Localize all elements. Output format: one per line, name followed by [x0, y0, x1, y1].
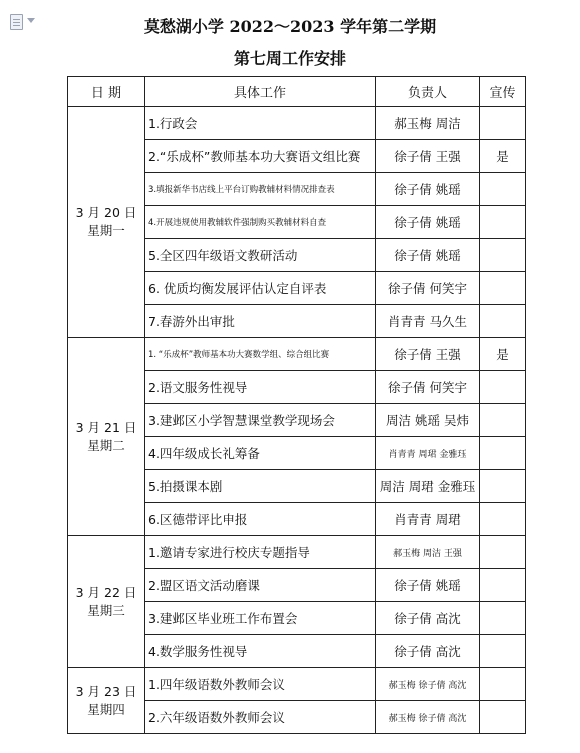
date-label: 3 月 22 日 — [75, 584, 137, 600]
publicity-cell — [480, 206, 526, 239]
publicity-cell — [480, 701, 526, 734]
work-cell: 4.开展违规使用教辅软件强制购买教辅材料自查 — [145, 206, 376, 239]
work-cell: 3.建邺区小学智慧课堂教学现场会 — [145, 404, 376, 437]
person-cell: 郝玉梅 徐子倩 高沈 — [376, 668, 480, 701]
publicity-cell — [480, 107, 526, 140]
table-row — [68, 536, 526, 569]
person-cell: 郝玉梅 周洁 — [376, 107, 480, 140]
page-subtitle: 第七周工作安排 — [233, 49, 346, 68]
date-label: 3 月 23 日 — [75, 683, 137, 699]
work-cell: 3.填报新华书店线上平台订购教辅材料情况排查表 — [145, 173, 376, 206]
person-cell: 肖青青 周珺 金雅珏 — [376, 437, 480, 470]
header-date: 日 期 — [68, 77, 145, 107]
header-work: 具体工作 — [145, 77, 376, 107]
work-cell: 5.全区四年级语文教研活动 — [145, 239, 376, 272]
publicity-cell — [480, 635, 526, 668]
publicity-cell — [480, 503, 526, 536]
person-cell: 肖青青 周珺 — [376, 503, 480, 536]
date-cell — [68, 107, 145, 338]
date-label: 3 月 20 日 — [75, 205, 137, 220]
schedule-table — [67, 76, 526, 734]
person-cell: 徐子倩 高沈 — [376, 602, 480, 635]
work-cell: 2.“乐成杯”教师基本功大赛语文组比赛 — [145, 140, 376, 173]
page-title: 莫愁湖小学 2022～2023 学年第二学期 — [143, 17, 437, 36]
person-cell: 周洁 周珺 金雅珏 — [376, 470, 480, 503]
publicity-cell — [480, 536, 526, 569]
person-cell: 肖青青 马久生 — [376, 305, 480, 338]
publicity-cell — [480, 668, 526, 701]
date-cell — [68, 338, 145, 536]
person-cell: 郝玉梅 周洁 王强 — [376, 536, 480, 569]
header-publicity: 宣传 — [480, 77, 526, 107]
work-cell: 1.行政会 — [145, 107, 376, 140]
work-cell: 3.建邺区毕业班工作布置会 — [145, 602, 376, 635]
person-cell: 郝玉梅 徐子倩 高沈 — [376, 701, 480, 734]
person-cell: 徐子倩 姚瑶 — [376, 206, 480, 239]
work-cell: 2.六年级语数外教师会议 — [145, 701, 376, 734]
publicity-cell — [480, 173, 526, 206]
person-cell: 徐子倩 王强 — [376, 140, 480, 173]
publicity-cell — [480, 437, 526, 470]
publicity-cell — [480, 272, 526, 305]
person-cell: 周洁 姚瑶 吴炜 — [376, 404, 480, 437]
work-cell: 2.盟区语文活动磨课 — [145, 569, 376, 602]
table-row — [68, 668, 526, 701]
work-cell: 6. 优质均衡发展评估认定自评表 — [145, 272, 376, 305]
work-cell: 2.语文服务性视导 — [145, 371, 376, 404]
work-cell: 4.四年级成长礼筹备 — [145, 437, 376, 470]
publicity-cell — [480, 602, 526, 635]
publicity-cell — [480, 371, 526, 404]
person-cell: 徐子倩 高沈 — [376, 635, 480, 668]
weekday-label: 星期一 — [87, 223, 125, 238]
header-person: 负责人 — [376, 77, 480, 107]
weekday-label: 星期四 — [87, 701, 125, 717]
work-cell: 1.邀请专家进行校庆专题指导 — [145, 536, 376, 569]
work-cell: 5.拍摄课本剧 — [145, 470, 376, 503]
weekday-label: 星期二 — [87, 437, 125, 453]
person-cell: 徐子倩 姚瑶 — [376, 569, 480, 602]
publicity-cell: 是 — [480, 338, 526, 371]
publicity-cell — [480, 404, 526, 437]
publicity-cell: 是 — [480, 140, 526, 173]
table-row — [68, 338, 526, 371]
person-cell: 徐子倩 何笑宇 — [376, 371, 480, 404]
work-cell: 1. “乐成杯”教师基本功大赛数学组、综合组比赛 — [145, 338, 376, 371]
person-cell: 徐子倩 姚瑶 — [376, 239, 480, 272]
table-header-row — [68, 77, 526, 107]
weekday-label: 星期三 — [87, 602, 125, 618]
person-cell: 徐子倩 姚瑶 — [376, 173, 480, 206]
publicity-cell — [480, 470, 526, 503]
work-cell: 6.区德带评比申报 — [145, 503, 376, 536]
date-cell — [68, 668, 145, 734]
table-row — [68, 107, 526, 140]
work-cell: 1.四年级语数外教师会议 — [145, 668, 376, 701]
publicity-cell — [480, 305, 526, 338]
publicity-cell — [480, 569, 526, 602]
date-cell — [68, 536, 145, 668]
work-cell: 7.春游外出审批 — [145, 305, 376, 338]
person-cell: 徐子倩 王强 — [376, 338, 480, 371]
publicity-cell — [480, 239, 526, 272]
date-label: 3 月 21 日 — [75, 419, 137, 435]
person-cell: 徐子倩 何笑宇 — [376, 272, 480, 305]
work-cell: 4.数学服务性视导 — [145, 635, 376, 668]
